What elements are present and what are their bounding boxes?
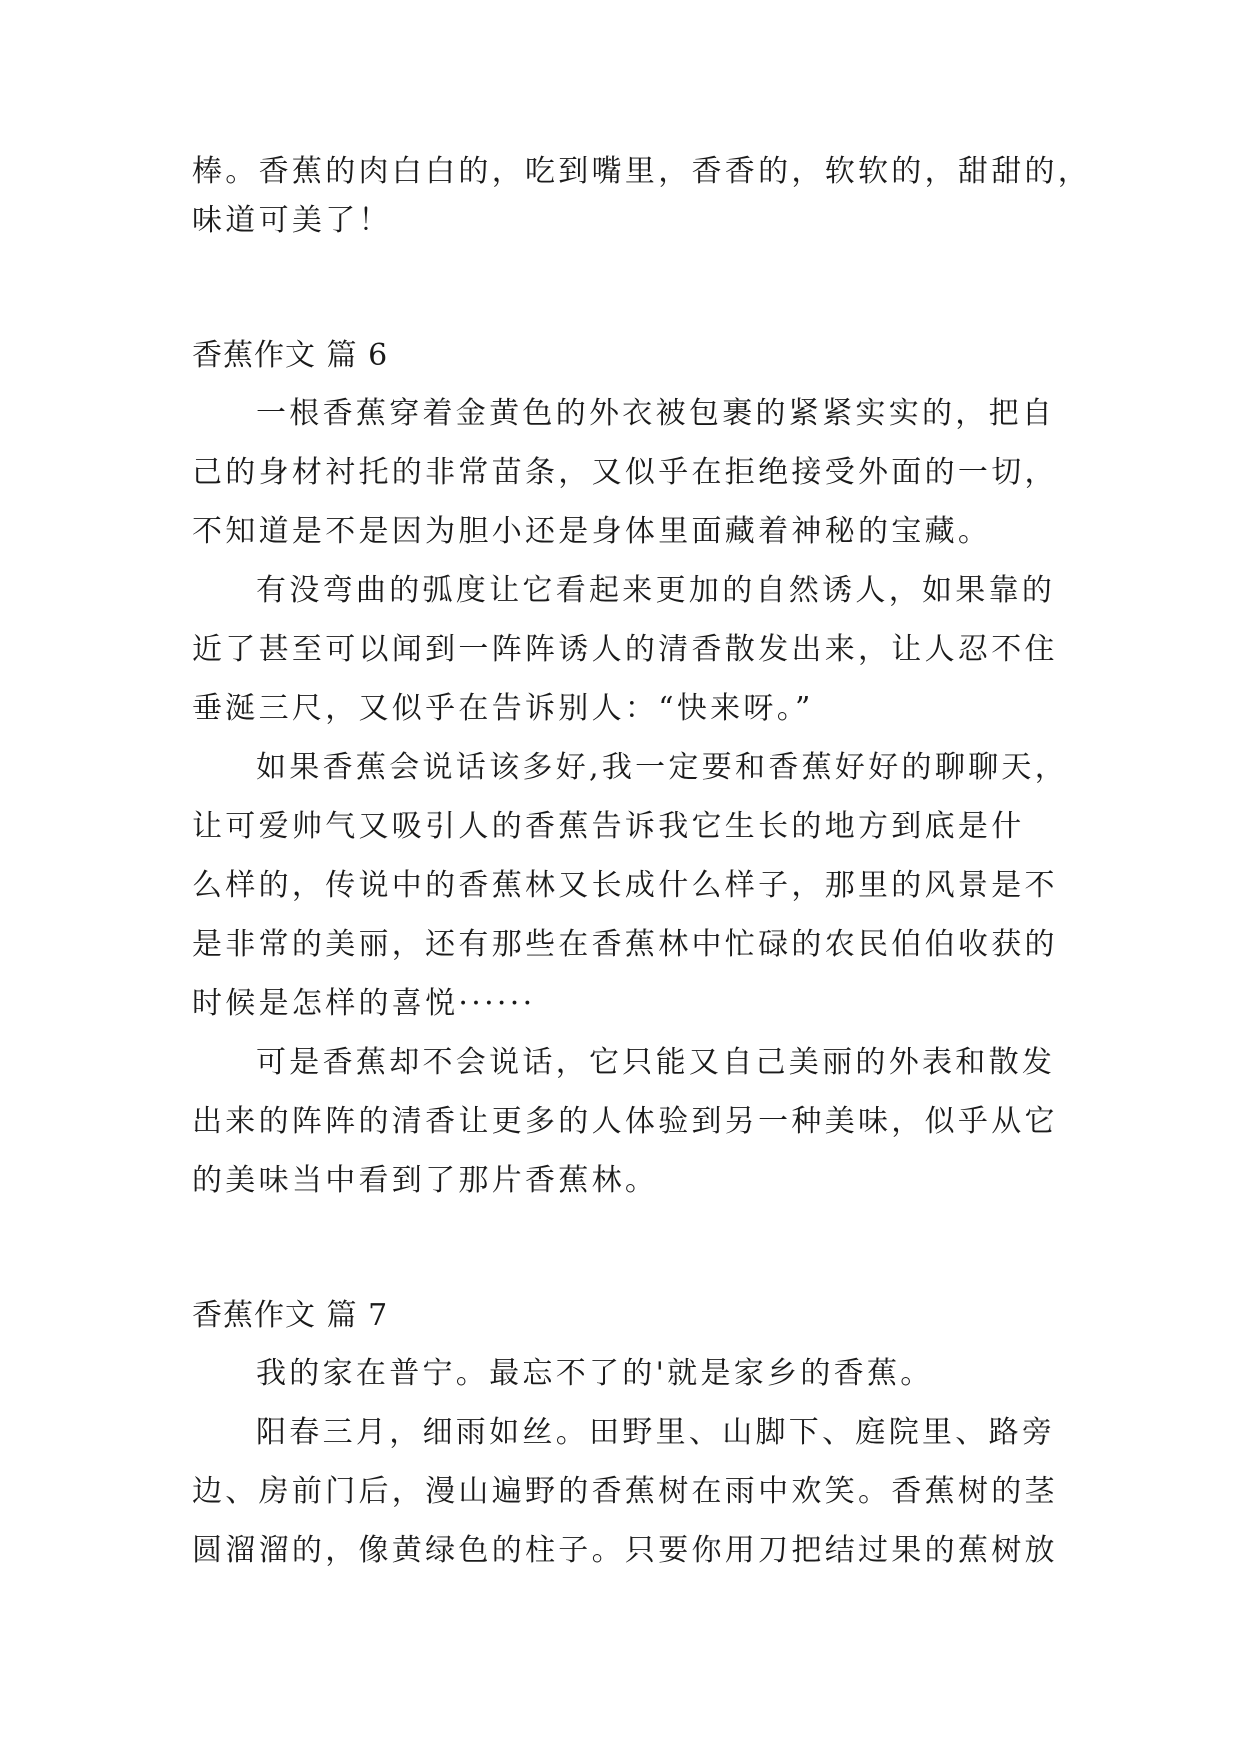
text-line: 味道可美了！	[192, 203, 392, 238]
paragraph-line: 可是香蕉却不会说话，它只能又自己美丽的外表和散发	[256, 1045, 1056, 1080]
section-title: 香蕉作文 篇 7	[192, 1298, 389, 1333]
paragraph-line: 圆溜溜的，像黄绿色的柱子。只要你用刀把结过果的蕉树放	[192, 1533, 1058, 1568]
paragraph-line: 么样的，传说中的香蕉林又长成什么样子，那里的风景是不	[192, 868, 1058, 903]
paragraph-line: 如果香蕉会说话该多好,我一定要和香蕉好好的聊聊天，	[256, 750, 1069, 785]
paragraph-line: 时候是怎样的喜悦······	[192, 986, 536, 1021]
section-title: 香蕉作文 篇 6	[192, 338, 389, 373]
paragraph-line: 有没弯曲的弧度让它看起来更加的自然诱人，如果靠的	[256, 573, 1056, 608]
text-line: 棒。香蕉的肉白白的，吃到嘴里，香香的，软软的，甜甜的，	[192, 154, 1092, 189]
paragraph-line: 己的身材衬托的非常苗条，又似乎在拒绝接受外面的一切，	[192, 455, 1058, 490]
paragraph-line: 不知道是不是因为胆小还是身体里面藏着神秘的宝藏。	[192, 514, 992, 549]
paragraph-line: 一根香蕉穿着金黄色的外衣被包裹的紧紧实实的，把自	[256, 396, 1056, 431]
paragraph-line: 垂涎三尺，又似乎在告诉别人：“快来呀。”	[192, 691, 814, 726]
paragraph-line: 阳春三月，细雨如丝。田野里、山脚下、庭院里、路旁	[256, 1415, 1056, 1450]
paragraph-line: 边、房前门后，漫山遍野的香蕉树在雨中欢笑。香蕉树的茎	[192, 1474, 1058, 1509]
paragraph-line: 出来的阵阵的清香让更多的人体验到另一种美味，似乎从它	[192, 1104, 1058, 1139]
paragraph-line: 让可爱帅气又吸引人的香蕉告诉我它生长的地方到底是什	[192, 809, 1025, 844]
paragraph-line: 近了甚至可以闻到一阵阵诱人的清香散发出来，让人忍不住	[192, 632, 1058, 667]
paragraph-line: 的美味当中看到了那片香蕉林。	[192, 1163, 659, 1198]
paragraph-line: 我的家在普宁。最忘不了的'就是家乡的香蕉。	[256, 1356, 934, 1391]
paragraph-line: 是非常的美丽，还有那些在香蕉林中忙碌的农民伯伯收获的	[192, 927, 1058, 962]
